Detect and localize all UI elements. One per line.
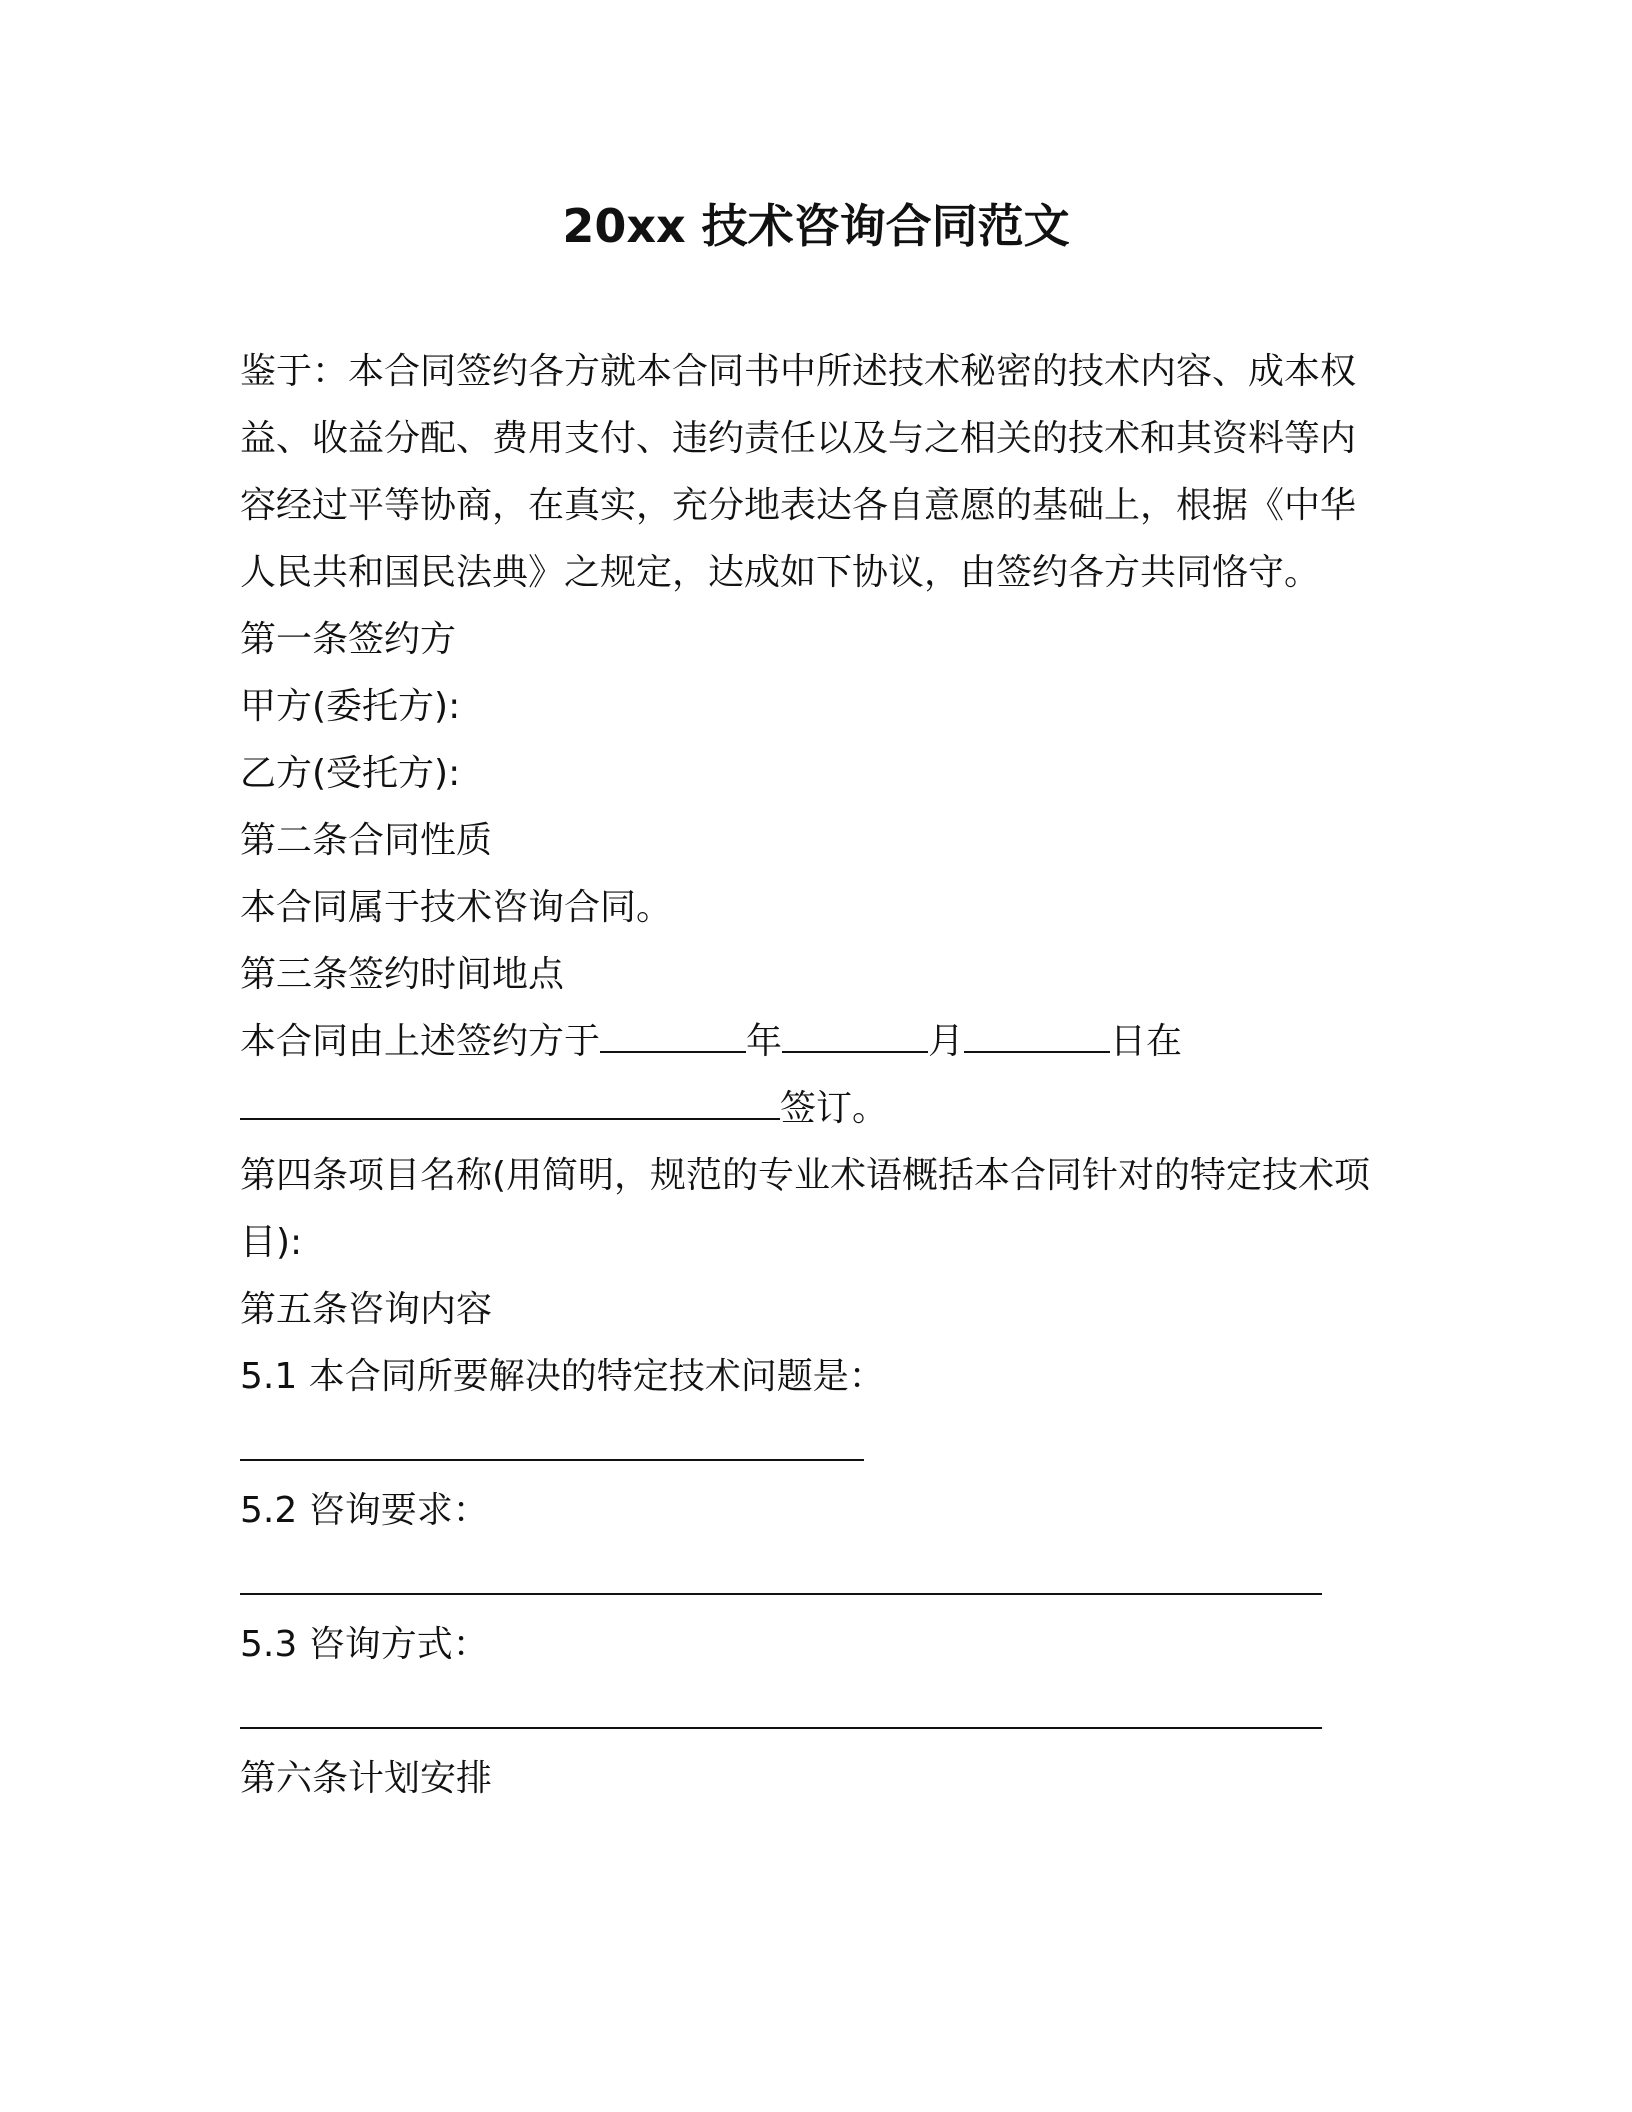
day-blank: [964, 1021, 1110, 1053]
document-body: [240, 338, 1380, 1812]
article-4-text: 第四条项目名称(用简明，规范的专业术语概括本合同针对的特定技术项目):: [240, 1155, 1371, 1263]
item-5-3-label: 5.3 咨询方式：: [240, 1624, 489, 1665]
signed-label: 签订。: [780, 1088, 889, 1129]
item-5-3-rule: [240, 1727, 1322, 1729]
item-5-2-rule: [240, 1593, 1322, 1595]
item-5-2-blank-line: [240, 1544, 1380, 1611]
item-5-1-rule: [240, 1459, 864, 1461]
month-blank: [782, 1021, 928, 1053]
article-5-heading: 第五条咨询内容: [240, 1289, 493, 1330]
day-label: 日在: [1110, 1021, 1183, 1062]
item-5-3-blank-line: [240, 1678, 1380, 1745]
party-a-label: 甲方(委托方):: [240, 686, 461, 727]
article-3-heading: 第三条签约时间地点: [240, 954, 565, 995]
year-label: 年: [746, 1021, 783, 1062]
article-3-place-line: [240, 1075, 1380, 1142]
month-label: 月: [928, 1021, 965, 1062]
place-blank: [240, 1088, 780, 1120]
party-b-label: 乙方(受托方):: [240, 753, 461, 794]
item-5-1-label: 5.1 本合同所要解决的特定技术问题是：: [240, 1356, 885, 1397]
year-blank: [600, 1021, 746, 1053]
document-title: 20xx 技术咨询合同范文: [562, 199, 1070, 253]
article-2-heading: 第二条合同性质: [240, 820, 493, 861]
article-3-date-line: [240, 1008, 1380, 1075]
article-1-heading: 第一条签约方: [240, 619, 457, 660]
intro-paragraph: 鉴于：本合同签约各方就本合同书中所述技术秘密的技术内容、成本权益、收益分配、费用支付、违约责任以及与之相关的技术和其资料等内容经过平等协商，在真实，充分地表达各自意愿的基础上，根据《中华人民共和国民法典》之规定，达成如下协议，由签约各方共同恪守。: [240, 351, 1357, 593]
article-6-heading: 第六条计划安排: [240, 1758, 493, 1799]
item-5-2-label: 5.2 咨询要求：: [240, 1490, 489, 1531]
article-2-text: 本合同属于技术咨询合同。: [240, 887, 673, 928]
article-3-prefix: 本合同由上述签约方于: [240, 1021, 601, 1062]
item-5-1-blank-line: [240, 1410, 1380, 1477]
